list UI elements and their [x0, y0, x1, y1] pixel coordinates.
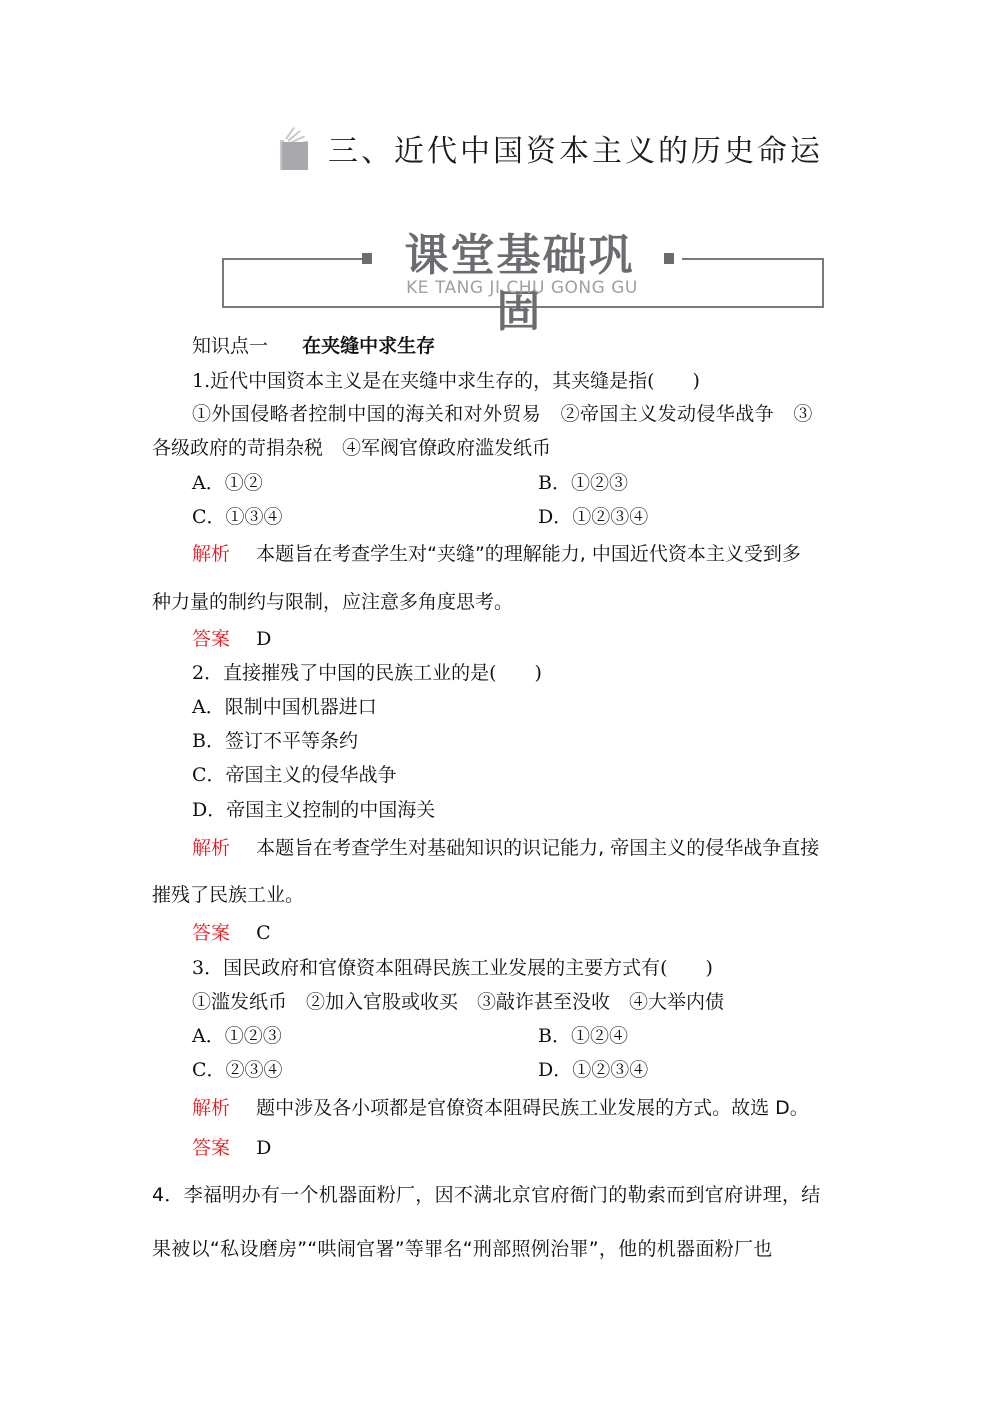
q1-items-line2: 各级政府的苛捐杂税 ④军阀官僚政府滥发纸币: [152, 437, 552, 459]
answer-label: 答案: [192, 922, 231, 944]
banner-subtitle: KE TANG JI CHU GONG GU: [406, 278, 638, 298]
analysis-text: 题中涉及各小项都是官僚资本阻碍民族工业发展的方式。故选 D。: [256, 1097, 809, 1119]
q1-option-c: C．①③④: [192, 506, 283, 528]
q1-analysis: [192, 541, 801, 567]
q1-items-line1: ①外国侵略者控制中国的海关和对外贸易 ②帝国主义发动侵华战争 ③: [192, 403, 813, 425]
answer-value: C: [256, 922, 271, 944]
analysis-label: 解析: [192, 837, 231, 859]
q2-answer: [192, 920, 271, 946]
q2-stem: 2．直接摧残了中国的民族工业的是( ): [192, 662, 542, 684]
q3-option-a: A．①②③: [192, 1025, 282, 1047]
q3-answer: [192, 1135, 271, 1161]
analysis-text: 本题旨在考查学生对“夹缝”的理解能力, 中国近代资本主义受到多: [256, 543, 801, 565]
q3-option-b: B．①②④: [538, 1025, 628, 1047]
q3-items: ①滥发纸币 ②加入官股或收买 ③敲诈甚至没收 ④大举内债: [192, 991, 725, 1013]
q2-option-a: A．限制中国机器进口: [192, 696, 377, 718]
q2-option-d: D．帝国主义控制的中国海关: [192, 799, 436, 821]
banner-square-right: [664, 253, 674, 264]
answer-value: D: [256, 1137, 272, 1159]
q3-stem: 3．国民政府和官僚资本阻碍民族工业发展的主要方式有( ): [192, 957, 713, 979]
q1-option-a: A．①②: [192, 472, 263, 494]
q1-option-d: D．①②③④: [538, 506, 649, 528]
knowledge-point-heading: [192, 333, 435, 359]
q4-line1: 4．李福明办有一个机器面粉厂，因不满北京官府衙门的勒索而到官府讲理，结: [152, 1184, 821, 1206]
banner-square-left: [362, 253, 372, 264]
q2-analysis: [192, 835, 819, 861]
section-banner: [222, 228, 822, 337]
q1-option-b: B．①②③: [538, 472, 628, 494]
q1-answer: [192, 626, 271, 652]
analysis-text: 本题旨在考查学生对基础知识的识记能力, 帝国主义的侵华战争直接: [256, 837, 820, 859]
knowledge-point-title: 在夹缝中求生存: [302, 335, 436, 357]
chapter-title-text: 三、近代中国资本主义的历史命运: [328, 134, 823, 169]
analysis-label: 解析: [192, 1097, 231, 1119]
q4-line2: 果被以“私设磨房”“哄闹官署”等罪名“刑部照例治罪”，他的机器面粉厂也: [152, 1238, 773, 1260]
chapter-title: [280, 118, 823, 178]
q3-option-d: D．①②③④: [538, 1059, 649, 1081]
q2-option-b: B．签订不平等条约: [192, 730, 358, 752]
banner-title: 课堂基础巩固: [404, 230, 635, 337]
answer-label: 答案: [192, 1137, 231, 1159]
answer-label: 答案: [192, 628, 231, 650]
q3-option-c: C．②③④: [192, 1059, 283, 1081]
q2-option-c: C．帝国主义的侵华战争: [192, 764, 397, 786]
knowledge-point-label: 知识点一: [192, 335, 269, 357]
book-icon: [280, 126, 314, 170]
answer-value: D: [256, 628, 272, 650]
q1-analysis-line2: 种力量的制约与限制，应注意多角度思考。: [152, 591, 514, 613]
q2-analysis-line2: 摧残了民族工业。: [152, 884, 305, 906]
q3-analysis: [192, 1095, 809, 1121]
q1-stem: 1.近代中国资本主义是在夹缝中求生存的，其夹缝是指( ): [192, 370, 700, 392]
analysis-label: 解析: [192, 543, 231, 565]
